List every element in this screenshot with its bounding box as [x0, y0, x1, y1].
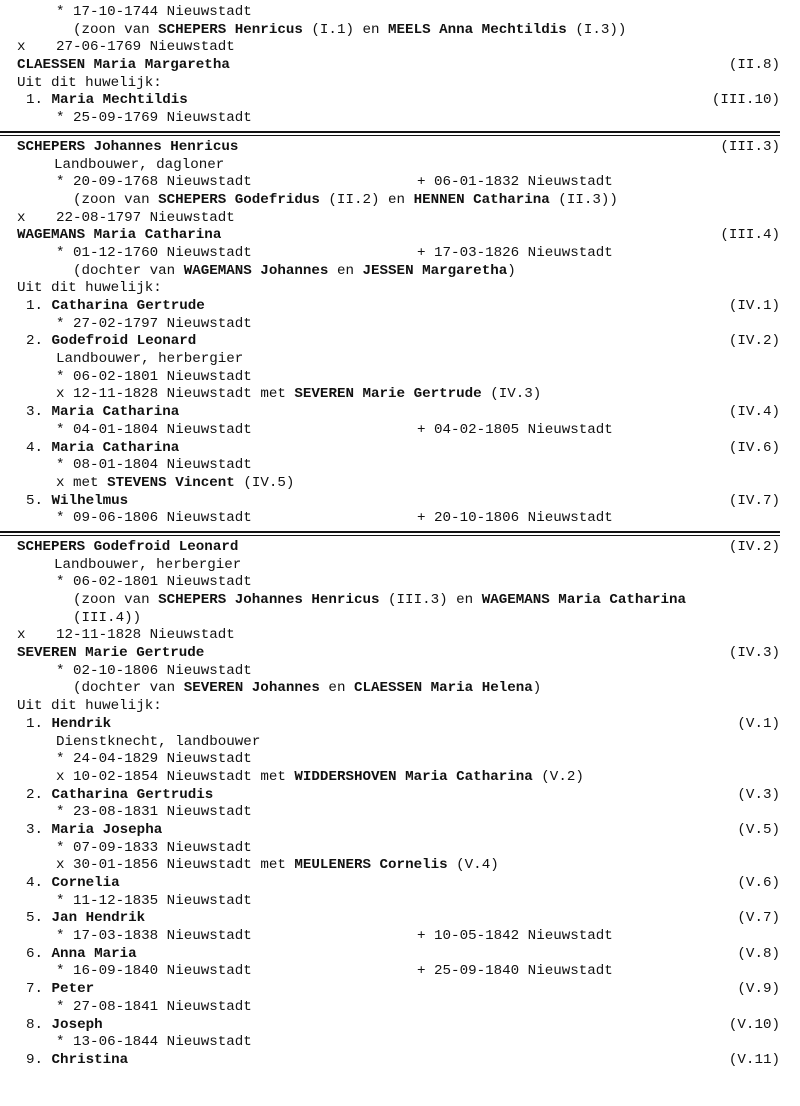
child-number: 5.: [26, 910, 44, 927]
parents-prefix: (zoon van: [73, 21, 159, 38]
spouse-name: WAGEMANS Maria Catharina: [17, 227, 222, 244]
child-name: Maria Mechtildis: [51, 92, 188, 109]
occupation: Landbouwer, dagloner: [54, 156, 225, 173]
child-birth-text: * 06-02-1801 Nieuwstadt: [56, 368, 252, 385]
genealogy-page: [17, 4, 780, 1070]
child-ref: (IV.7): [728, 492, 780, 509]
child-birth: [17, 1034, 780, 1052]
children-header: Uit dit huwelijk:: [17, 280, 162, 297]
spouse-ref: (IV.3): [728, 645, 780, 662]
child-birth-text: * 08-01-1804 Nieuwstadt: [56, 457, 252, 474]
marriage-line: [17, 210, 780, 228]
child-heading: [17, 440, 780, 458]
section-divider: [0, 128, 800, 139]
child-marriage: [17, 386, 780, 404]
child-marriage-spouse: WIDDERSHOVEN Maria Catharina: [294, 768, 533, 785]
spouse-mother: JESSEN Margaretha: [362, 262, 508, 279]
child-birth: [17, 457, 780, 475]
child-marriage: [17, 769, 780, 787]
person-ref: (III.3): [720, 138, 780, 155]
child-ref: (V.8): [737, 945, 780, 962]
father-ref: (II.2) en: [319, 191, 414, 208]
child-name: Jan Hendrik: [51, 910, 146, 927]
child-heading: [17, 1052, 780, 1070]
child-birth: [17, 893, 780, 911]
birth-line: [17, 574, 780, 592]
birth-death-line: [17, 174, 780, 192]
child-number: 4.: [26, 439, 44, 456]
parents-line-cont: [17, 610, 780, 628]
child-marriage-ref: (V.2): [532, 768, 584, 785]
child-number: 1.: [26, 715, 44, 732]
child-marriage-text: x 10-02-1854 Nieuwstadt met: [56, 768, 295, 785]
child-heading: [17, 946, 780, 964]
father-ref: (III.3) en: [379, 592, 482, 608]
child-heading: [17, 910, 780, 928]
child-birth-death: [17, 963, 780, 981]
child-name: Cornelia: [51, 875, 120, 891]
child-occupation: Dienstknecht, landbouwer: [56, 733, 261, 750]
child-birth-text: * 23-08-1831 Nieuwstadt: [56, 804, 252, 821]
marriage-symbol: x: [17, 209, 26, 226]
child-heading: [17, 92, 780, 110]
spouse-birth: * 01-12-1760 Nieuwstadt: [56, 244, 252, 261]
child-birth-text: * 07-09-1833 Nieuwstadt: [56, 839, 252, 856]
child-name: Wilhelmus: [51, 492, 129, 509]
child-birth: [17, 316, 780, 334]
child-ref: (V.10): [728, 1016, 780, 1033]
child-birth-text: * 04-01-1804 Nieuwstadt: [56, 421, 252, 438]
parents-line: [17, 192, 780, 210]
child-number: 7.: [26, 981, 44, 998]
child-name: Maria Catharina: [51, 404, 180, 421]
child-birth-text: * 17-03-1838 Nieuwstadt: [56, 928, 252, 945]
child-number: 6.: [26, 945, 44, 962]
section-2: [17, 139, 780, 528]
child-number: 2.: [26, 786, 44, 803]
children-header: Uit dit huwelijk:: [17, 698, 162, 715]
parents-line: [17, 22, 780, 40]
child-marriage-spouse: MEULENERS Cornelis: [294, 857, 448, 874]
child-heading: [17, 404, 780, 422]
father-name: SCHEPERS Godefridus: [158, 191, 320, 208]
spouse-ref: (II.8): [728, 57, 780, 74]
birth-line: [17, 4, 780, 22]
child-number: 8.: [26, 1016, 44, 1033]
child-marriage-ref: (IV.5): [234, 474, 295, 491]
parents-conjunction: en: [328, 262, 363, 279]
mother-name: HENNEN Catharina: [413, 191, 550, 208]
child-marriage-spouse: SEVEREN Marie Gertrude: [294, 386, 482, 403]
child-heading: [17, 787, 780, 805]
child-marriage-text: x met: [56, 474, 108, 491]
child-name: Joseph: [51, 1016, 103, 1033]
child-birth-text: * 11-12-1835 Nieuwstadt: [56, 892, 252, 909]
marriage-text: 12-11-1828 Nieuwstadt: [56, 627, 235, 644]
child-death-text: + 25-09-1840 Nieuwstadt: [417, 963, 613, 980]
death-text: + 06-01-1832 Nieuwstadt: [417, 174, 613, 191]
child-occupation: Landbouwer, herbergier: [56, 351, 244, 368]
person-heading: [17, 539, 780, 557]
child-name: Hendrik: [51, 715, 112, 732]
child-death-text: + 10-05-1842 Nieuwstadt: [417, 928, 613, 945]
child-number: 5.: [26, 492, 44, 509]
birth-text: * 06-02-1801 Nieuwstadt: [56, 574, 252, 591]
section-divider: [0, 528, 800, 539]
child-birth: [17, 840, 780, 858]
child-name: Godefroid Leonard: [51, 333, 197, 350]
person-heading: [17, 139, 780, 157]
mother-ref: (II.3)): [549, 191, 618, 208]
child-birth-text: * 16-09-1840 Nieuwstadt: [56, 963, 252, 980]
spouse-name: CLAESSEN Maria Margaretha: [17, 57, 230, 74]
child-ref: (V.5): [737, 821, 780, 838]
marriage-line: [17, 627, 780, 645]
mother-name: MEELS Anna Mechtildis: [388, 21, 567, 38]
marriage-text: 27-06-1769 Nieuwstadt: [56, 39, 235, 56]
mother-ref: (III.4)): [73, 609, 142, 626]
spouse-birth: [17, 663, 780, 681]
child-marriage-text: x 12-11-1828 Nieuwstadt met: [56, 386, 295, 403]
child-birth-text: * 25-09-1769 Nieuwstadt: [56, 110, 252, 127]
child-heading: [17, 875, 780, 893]
child-death-text: + 04-02-1805 Nieuwstadt: [417, 421, 613, 438]
person-ref: (IV.2): [728, 538, 780, 555]
child-name: Anna Maria: [51, 945, 137, 962]
parents-conjunction: en: [319, 680, 354, 697]
child-name: Catharina Gertrude: [51, 298, 205, 314]
spouse-parents: [17, 680, 780, 698]
child-number: 1.: [26, 92, 44, 109]
child-heading: [17, 822, 780, 840]
father-name: SCHEPERS Henricus: [158, 21, 303, 38]
child-birth-text: * 27-08-1841 Nieuwstadt: [56, 998, 252, 1015]
child-heading: [17, 716, 780, 734]
spouse-mother: CLAESSEN Maria Helena: [353, 680, 533, 697]
person-name: SCHEPERS Johannes Henricus: [17, 138, 239, 155]
spouse-father: WAGEMANS Johannes: [183, 262, 329, 279]
child-heading: [17, 298, 780, 316]
parents-end: ): [532, 680, 542, 697]
child-ref: (IV.2): [728, 333, 780, 350]
child-heading: [17, 493, 780, 511]
parents-end: ): [507, 262, 516, 279]
child-ref: (IV.1): [728, 298, 780, 314]
mother-ref: (I.3)): [566, 21, 627, 38]
child-ref: (III.10): [711, 92, 780, 109]
child-ref: (V.11): [728, 1051, 780, 1068]
parents-prefix: (dochter van: [73, 680, 184, 697]
child-birth-text: * 09-06-1806 Nieuwstadt: [56, 510, 252, 527]
child-ref: (V.3): [737, 786, 780, 803]
child-birth: [17, 751, 780, 769]
parents-prefix: (zoon van: [73, 592, 159, 608]
child-birth-text: * 24-04-1829 Nieuwstadt: [56, 751, 252, 768]
child-ref: (V.7): [737, 910, 780, 927]
child-ref: (V.1): [737, 715, 780, 732]
birth-text: * 17-10-1744 Nieuwstadt: [56, 4, 252, 20]
child-number: 4.: [26, 875, 44, 891]
child-name: Maria Catharina: [51, 439, 180, 456]
child-name: Catharina Gertrudis: [51, 786, 214, 803]
child-birth-death: [17, 928, 780, 946]
child-ref: (V.6): [737, 875, 780, 891]
marriage-symbol: x: [17, 627, 26, 644]
section-1: [17, 4, 780, 128]
child-name: Christina: [51, 1051, 129, 1068]
parents-prefix: (zoon van: [73, 191, 159, 208]
marriage-line: [17, 39, 780, 57]
child-birth-text: * 27-02-1797 Nieuwstadt: [56, 315, 252, 332]
child-birth-text: * 13-06-1844 Nieuwstadt: [56, 1034, 252, 1051]
child-birth-death: [17, 422, 780, 440]
child-death-text: + 20-10-1806 Nieuwstadt: [417, 510, 613, 527]
child-name: Peter: [51, 981, 95, 998]
child-marriage-ref: (V.4): [447, 857, 499, 874]
spouse-death: + 17-03-1826 Nieuwstadt: [417, 244, 613, 261]
child-number: 2.: [26, 333, 44, 350]
child-number: 3.: [26, 821, 44, 838]
child-birth: [17, 110, 780, 128]
child-heading: [17, 981, 780, 999]
child-number: 1.: [26, 298, 44, 314]
marriage-symbol: x: [17, 39, 26, 56]
spouse-birth-text: * 02-10-1806 Nieuwstadt: [56, 662, 252, 679]
child-marriage-ref: (IV.3): [481, 386, 542, 403]
child-birth: [17, 804, 780, 822]
parents-prefix: (dochter van: [73, 262, 184, 279]
spouse-name: SEVEREN Marie Gertrude: [17, 645, 205, 662]
mother-name: WAGEMANS Maria Catharina: [481, 592, 687, 608]
child-marriage-spouse: STEVENS Vincent: [107, 474, 235, 491]
spouse-line: [17, 57, 780, 75]
child-number: 9.: [26, 1051, 44, 1068]
parents-line: [17, 592, 780, 610]
spouse-parents: [17, 263, 780, 281]
child-marriage-text: x 30-01-1856 Nieuwstadt met: [56, 857, 295, 874]
spouse-ref: (III.4): [720, 227, 780, 244]
children-header: Uit dit huwelijk:: [17, 74, 162, 91]
marriage-text: 22-08-1797 Nieuwstadt: [56, 209, 235, 226]
child-name: Maria Josepha: [51, 821, 163, 838]
spouse-birth-death: [17, 245, 780, 263]
father-name: SCHEPERS Johannes Henricus: [158, 592, 380, 608]
child-ref: (IV.4): [728, 404, 780, 421]
section-3: [17, 539, 780, 1070]
child-ref: (V.9): [737, 981, 780, 998]
child-number: 3.: [26, 404, 44, 421]
spouse-line: [17, 227, 780, 245]
child-birth: [17, 369, 780, 387]
child-ref: (IV.6): [728, 439, 780, 456]
child-heading: [17, 1017, 780, 1035]
father-ref: (I.1) en: [302, 21, 389, 38]
child-birth: [17, 999, 780, 1017]
spouse-father: SEVEREN Johannes: [183, 680, 320, 697]
child-heading: [17, 333, 780, 351]
child-marriage: [17, 857, 780, 875]
spouse-line: [17, 645, 780, 663]
child-birth-death: [17, 510, 780, 528]
person-name: SCHEPERS Godefroid Leonard: [17, 538, 239, 555]
child-marriage: [17, 475, 780, 493]
occupation: Landbouwer, herbergier: [54, 556, 242, 573]
birth-text: * 20-09-1768 Nieuwstadt: [56, 174, 252, 191]
